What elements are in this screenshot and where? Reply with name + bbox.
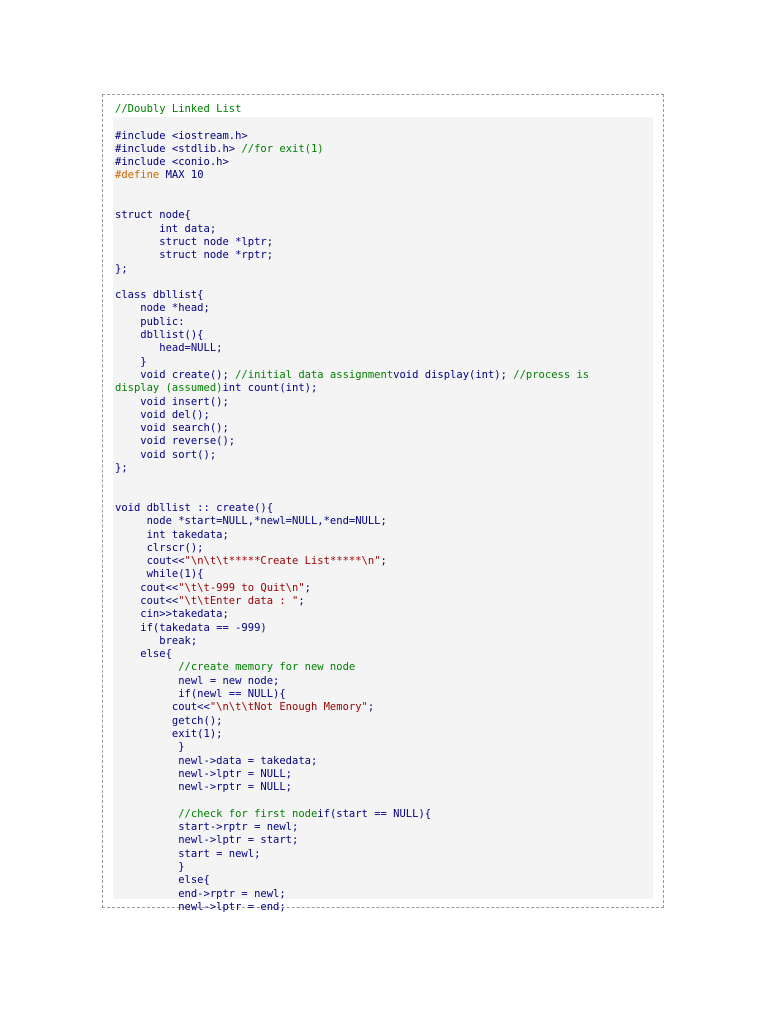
code-line <box>115 675 645 688</box>
code-token: newl->lptr = start; <box>115 834 299 847</box>
code-line <box>115 874 645 887</box>
code-line <box>115 688 645 701</box>
code-token: "\n\t\t*****Create List*****\n" <box>184 555 381 568</box>
code-token: newl->lptr = NULL; <box>115 767 293 780</box>
code-token: //for exit(1) <box>241 142 324 155</box>
code-token: display (assumed) <box>115 382 223 395</box>
code-token: void del(); <box>115 408 210 421</box>
code-block <box>115 103 645 914</box>
code-token: public: <box>115 315 185 328</box>
code-line <box>115 901 645 914</box>
code-token: dbllist(){ <box>115 329 204 342</box>
code-token: ; <box>367 701 375 714</box>
code-line <box>115 249 645 262</box>
code-token: void search(); <box>115 422 229 435</box>
code-token: "\t\tEnter data : " <box>178 594 299 607</box>
code-line <box>115 555 645 568</box>
code-token: #define <box>115 169 160 182</box>
code-line <box>115 289 645 302</box>
code-line <box>115 449 645 462</box>
code-line <box>115 316 645 329</box>
code-line <box>115 156 645 169</box>
code-line <box>115 648 645 661</box>
code-token: } <box>115 741 185 754</box>
code-line <box>115 342 645 355</box>
code-line <box>115 435 645 448</box>
code-listing-frame <box>102 94 664 913</box>
code-token: start = newl; <box>115 847 261 860</box>
code-token: struct node{ <box>115 209 191 222</box>
code-line <box>115 382 645 395</box>
code-line <box>115 595 645 608</box>
code-line <box>115 661 645 674</box>
code-line <box>115 568 645 581</box>
code-line <box>115 396 645 409</box>
code-line <box>115 409 645 422</box>
code-token: } <box>115 860 185 873</box>
code-line <box>115 196 645 209</box>
code-line <box>115 781 645 794</box>
code-token: } <box>115 355 147 368</box>
code-line <box>115 728 645 741</box>
code-token: newl = new node; <box>115 674 280 687</box>
code-token: "\n\t\tNot Enough Memory" <box>209 701 368 714</box>
code-token: cout<< <box>115 581 179 594</box>
code-token: end->rptr = newl; <box>115 887 286 900</box>
code-token: int data; <box>115 222 217 235</box>
code-token: #include <iostream.h> <box>115 129 248 142</box>
code-token: if(takedata == -999) <box>115 621 267 634</box>
code-line <box>115 848 645 861</box>
code-token: }; <box>115 462 128 475</box>
code-token: node *start=NULL,*newl=NULL,*end=NULL; <box>115 515 387 528</box>
code-line <box>115 582 645 595</box>
code-token: node *head; <box>115 302 210 315</box>
code-token: start->rptr = newl; <box>115 821 299 834</box>
code-line <box>115 608 645 621</box>
code-token: break; <box>115 634 198 647</box>
code-token: class dbllist{ <box>115 289 204 302</box>
code-line <box>115 143 645 156</box>
code-token: newl->rptr = NULL; <box>115 781 293 794</box>
code-token: clrscr(); <box>115 541 204 554</box>
code-line <box>115 183 645 196</box>
code-line <box>115 223 645 236</box>
code-token: #include <stdlib.h> <box>115 142 242 155</box>
code-line <box>115 755 645 768</box>
code-token: //initial data assignment <box>235 368 394 381</box>
code-token <box>115 661 178 673</box>
code-token: ; <box>298 594 305 607</box>
code-token: //Doubly Linked List <box>115 103 242 115</box>
code-token: newl->lptr = end; <box>115 900 286 913</box>
code-line <box>115 329 645 342</box>
code-line <box>115 276 645 289</box>
code-line <box>115 169 645 182</box>
code-line <box>115 209 645 222</box>
code-token: struct node *rptr; <box>115 249 274 262</box>
code-line <box>115 861 645 874</box>
code-line <box>115 529 645 542</box>
code-token: //check for first node <box>178 807 318 820</box>
code-line <box>115 302 645 315</box>
code-token: void sort(); <box>115 448 217 461</box>
code-token: void display(int); <box>393 368 514 381</box>
code-token: exit(1); <box>115 727 223 740</box>
code-line <box>115 263 645 276</box>
code-token: else{ <box>115 648 172 661</box>
code-token: MAX 10 <box>159 169 204 182</box>
code-token: cin>>takedata; <box>115 608 229 621</box>
code-line <box>115 834 645 847</box>
code-token: getch(); <box>115 714 223 727</box>
code-line <box>115 236 645 249</box>
code-line <box>115 103 645 116</box>
code-line <box>115 422 645 435</box>
code-token: int count(int); <box>222 382 318 395</box>
code-line <box>115 622 645 635</box>
code-line <box>115 701 645 714</box>
code-token: }; <box>115 262 128 275</box>
code-token: void dbllist :: create(){ <box>115 501 274 514</box>
code-line <box>115 542 645 555</box>
code-line <box>115 888 645 901</box>
code-token: //process is <box>513 368 590 381</box>
code-line <box>115 821 645 834</box>
code-line <box>115 515 645 528</box>
code-line <box>115 741 645 754</box>
code-token <box>115 808 178 820</box>
code-token: int takedata; <box>115 528 229 541</box>
code-line <box>115 116 645 129</box>
code-token: "\t\t-999 to Quit\n" <box>178 581 305 594</box>
code-line <box>115 369 645 382</box>
code-line <box>115 502 645 515</box>
code-token: else{ <box>115 874 210 887</box>
code-token: head=NULL; <box>115 342 223 355</box>
code-line <box>115 808 645 821</box>
code-token: #include <conio.h> <box>115 156 229 169</box>
code-line <box>115 475 645 488</box>
code-token: ; <box>380 555 387 568</box>
code-token: void insert(); <box>115 395 229 408</box>
code-token: void create(); <box>115 368 236 381</box>
code-line <box>115 715 645 728</box>
code-token: ; <box>304 581 311 594</box>
code-token: if(newl == NULL){ <box>115 688 286 701</box>
code-token: newl->data = takedata; <box>115 754 318 767</box>
code-line <box>115 768 645 781</box>
code-line <box>115 462 645 475</box>
code-line <box>115 356 645 369</box>
code-token: while(1){ <box>115 568 204 581</box>
code-line <box>115 635 645 648</box>
code-line <box>115 794 645 807</box>
code-token: if(start == NULL){ <box>317 807 432 820</box>
code-token: struct node *lptr; <box>115 235 274 248</box>
code-line <box>115 489 645 502</box>
code-token: //create memory for new node <box>178 661 356 674</box>
code-line <box>115 130 645 143</box>
code-token: void reverse(); <box>115 435 236 448</box>
code-token: cout<< <box>115 701 210 714</box>
code-token: cout<< <box>115 555 185 568</box>
code-token: cout<< <box>115 594 179 607</box>
